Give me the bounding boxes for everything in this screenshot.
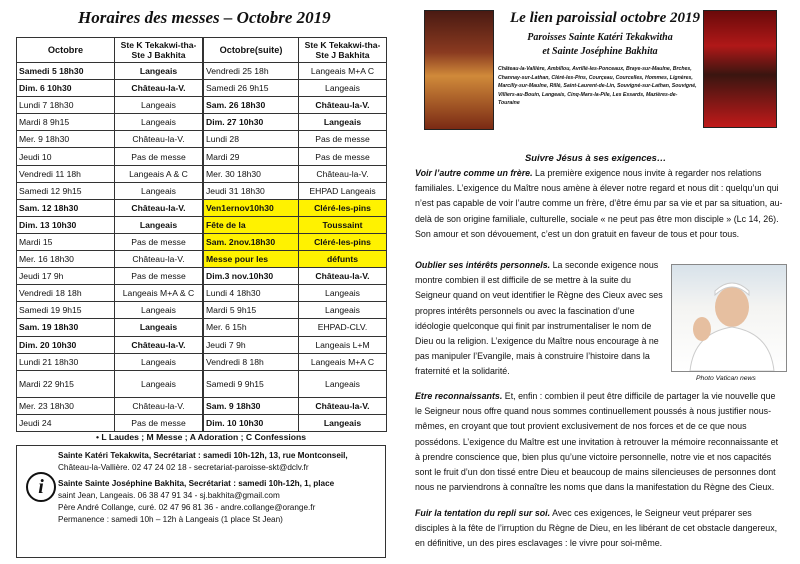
schedule-date: Samedi 12 9h15 [17, 182, 115, 199]
schedule-date: Mer. 23 18h30 [17, 397, 115, 414]
schedule-row [17, 319, 203, 336]
schedule-date: Lundi 7 18h30 [17, 97, 115, 114]
column-header-place: Ste K Tekakwi-tha-Ste J Bakhita [115, 38, 203, 63]
schedule-place: Pas de messe [299, 131, 387, 148]
schedule-date: Lundi 21 18h30 [17, 353, 115, 370]
schedule-place: Langeais [299, 370, 387, 397]
schedule-row [204, 285, 387, 302]
schedule-rows-left [17, 63, 203, 432]
schedule-row [204, 370, 387, 397]
schedule-row [204, 319, 387, 336]
paragraph-2 [415, 258, 667, 380]
schedule-place: Langeais [299, 302, 387, 319]
schedule-place: Langeais [115, 302, 203, 319]
pope-illustration [672, 265, 786, 371]
schedule-place: Toussaint [299, 216, 387, 233]
schedule-date: Sam. 12 18h30 [17, 199, 115, 216]
schedule-row [204, 131, 387, 148]
pope-photo [671, 264, 787, 372]
schedule-row [17, 251, 203, 268]
contact-line: Père André Collange, curé. 02 47 96 81 36 - andre.collange@orange.fr [58, 503, 316, 512]
schedule-date: Dim. 13 10h30 [17, 216, 115, 233]
schedule-date: Mer. 6 15h [204, 319, 299, 336]
schedule-place: Pas de messe [115, 414, 203, 431]
schedule-date: Mardi 5 9h15 [204, 302, 299, 319]
schedule-legend: • L Laudes ; M Messe ; A Adoration ; C Confessions [95, 432, 307, 442]
contact-line: Permanence : samedi 10h – 12h à Langeais (1 place St Jean) [58, 515, 283, 524]
schedule-place: Langeais [115, 97, 203, 114]
schedule-date: Samedi 5 18h30 [17, 63, 115, 80]
parish-name-line: Paroisses Sainte Katéri Tekakwitha [527, 32, 673, 43]
schedule-row [17, 353, 203, 370]
paragraph-4 [415, 506, 783, 552]
schedule-place: EHPAD-CLV. [299, 319, 387, 336]
schedule-row [204, 268, 387, 285]
schedule-date: Sam. 19 18h30 [17, 319, 115, 336]
paragraph-heading: Voir l’autre comme un frère. [415, 168, 533, 178]
schedule-place: Langeais [115, 114, 203, 131]
schedule-row [17, 182, 203, 199]
paragraph-heading: Fuir la tentation du repli sur soi. [415, 508, 551, 518]
schedule-date: Jeudi 24 [17, 414, 115, 431]
schedule-date: Dim. 10 10h30 [204, 414, 299, 431]
schedule-place: Langeais [299, 80, 387, 97]
schedule-row [204, 63, 387, 80]
schedule-place: Château-la-V. [299, 268, 387, 285]
schedule-place: Cléré-les-pins [299, 233, 387, 250]
schedule-date: Sam. 2nov.18h30 [204, 233, 299, 250]
schedule-row [204, 302, 387, 319]
schedule-row [17, 216, 203, 233]
schedule-date: Vendredi 11 18h [17, 165, 115, 182]
contact-line: Sainte Katéri Tekakwita, Secrétariat : samedi 10h-12h, 13, rue Montconseil, [58, 451, 348, 460]
schedule-place: Langeais [299, 114, 387, 131]
schedule-place: Pas de messe [115, 233, 203, 250]
schedule-place: Langeais [115, 216, 203, 233]
schedule-row [17, 370, 203, 397]
contact-line: Sainte Sainte Joséphine Bakhita, Secrétariat : samedi 10h-12h, 1, place [58, 479, 335, 488]
contact-line: saint Jean, Langeais. 06 38 47 91 34 - sj.bakhita@gmail.com [58, 491, 280, 500]
schedule-date: Sam. 9 18h30 [204, 397, 299, 414]
schedule-date: Vendredi 8 18h [204, 353, 299, 370]
schedule-place: Château-la-V. [115, 199, 203, 216]
schedule-place: Langeais [115, 182, 203, 199]
schedule-row [204, 336, 387, 353]
schedule-row [17, 233, 203, 250]
schedule-date: Jeudi 31 18h30 [204, 182, 299, 199]
schedule-date: Ven1ernov10h30 [204, 199, 299, 216]
schedule-date: Dim. 20 10h30 [17, 336, 115, 353]
schedule-row [204, 80, 387, 97]
schedule-date: Sam. 26 18h30 [204, 97, 299, 114]
contact-line: Château-la-Vallière. 02 47 24 02 18 - secretariat-paroisse-skt@dclv.fr [58, 463, 309, 472]
schedule-row [17, 336, 203, 353]
schedule-rows-right [204, 63, 387, 432]
bulletin-title: Le lien paroissial octobre 2019 [510, 10, 700, 26]
schedule-date: Mer. 16 18h30 [17, 251, 115, 268]
schedule-date: Mardi 15 [17, 233, 115, 250]
schedule-date: Mer. 30 18h30 [204, 165, 299, 182]
schedule-row [204, 114, 387, 131]
schedule-date: Dim. 27 10h30 [204, 114, 299, 131]
towns-list: Château-la-Vallière, Ambillou, Avrillé-les-Ponceaux, Braye-sur-Maulne, Brches, Channay-sur-Lathan, Cléré-les-Pins, Courçeau, Courcelles, Hommes, Lignères, Marcilly-sur-Maulne, Rillé, Saint-Laurent-de-Lin, Souvigné-sur-Lathan, Souvigné, Villiers-au-Bouin, Langeais, Cinq-Mars-la-Pile, Les Essards, Mazières-de-Touraine [498, 66, 697, 107]
schedule-place: Langeais M+A & C [115, 285, 203, 302]
schedule-date: Lundi 28 [204, 131, 299, 148]
paragraph-text: Avec ces exigences, le Seigneur veut préparer ses disciples à la fête de l’irruption du Règne de Dieu, en les libérant de cet obstacle dangereux, en définitive, un des pires esclavages : le vivre pour soi-même. [415, 508, 778, 549]
schedule-place: Langeais A & C [115, 165, 203, 182]
schedule-row [17, 63, 203, 80]
schedule-row [204, 397, 387, 414]
schedule-date: Jeudi 7 9h [204, 336, 299, 353]
schedule-row [17, 302, 203, 319]
schedule-place: EHPAD Langeais [299, 182, 387, 199]
schedule-date: Lundi 4 18h30 [204, 285, 299, 302]
schedule-date: Dim. 6 10h30 [17, 80, 115, 97]
schedule-row [204, 182, 387, 199]
schedule-place: Château-la-V. [115, 397, 203, 414]
schedule-place: Langeais M+A C [299, 63, 387, 80]
schedule-row [17, 285, 203, 302]
schedule-place: Château-la-V. [299, 165, 387, 182]
paragraph-3 [415, 389, 783, 495]
paragraph-1 [415, 166, 783, 242]
schedule-row [204, 353, 387, 370]
schedule-date: Vendredi 25 18h [204, 63, 299, 80]
schedule-row [17, 131, 203, 148]
parish-name-line: et Sainte Joséphine Bakhita [542, 46, 658, 57]
schedule-place: Langeais [115, 370, 203, 397]
schedule-row [204, 148, 387, 165]
schedule-row [17, 165, 203, 182]
photo-credit: Photo Vatican news [696, 375, 756, 382]
schedule-place: Langeais [299, 285, 387, 302]
schedule-date: Vendredi 18 18h [17, 285, 115, 302]
paragraph-text: La seconde exigence nous montre combien il est difficile de se mettre à la suite du Seigneur quand on veut identifier le Règne des Cieux avec ses propres intérêts personnels ou avec la fascination d’une idéologie quelconque qui finit par instrumentaliser le nom de Dieu ou la religion. L’exigence du Maître nous encourage à ne pas manipuler l’Evangile, mais à construire l’histoire dans la fraternité et la solidarité. [415, 260, 663, 377]
paragraph-text: Et, enfin : combien il peut être difficile de partager la vie nouvelle que le Seigneur nous offre quand nous sommes continuellement poussés à nous justifier nous-mêmes, en croyant que tout provient exclusivement de nos forces et de ce que nous possédons. L’exigence du Maître est une invitation à retrouver la mémoire reconnaissante et à prendre conscience que, bien plus qu’une victoire personnelle, notre vie et nos capacités sont le fruit d’un don tissé entre Dieu et beaucoup de mains silencieuses de personnes dont nous ne parviendrons à connaître les noms que dans la manifestation du Règne des Cieux. [415, 391, 779, 493]
schedule-place: Château-la-V. [115, 80, 203, 97]
paragraph-heading: Etre reconnaissants. [415, 391, 503, 401]
schedule-title: Horaires des messes – Octobre 2019 [78, 8, 331, 27]
schedule-date: Mardi 8 9h15 [17, 114, 115, 131]
schedule-place: Pas de messe [115, 148, 203, 165]
schedule-row [17, 97, 203, 114]
schedule-row [204, 233, 387, 250]
schedule-place: Château-la-V. [299, 97, 387, 114]
schedule-place: Château-la-V. [115, 131, 203, 148]
column-header-month: Octobre [17, 38, 115, 63]
schedule-place: Pas de messe [115, 268, 203, 285]
article-subtitle: Suivre Jésus à ses exigences… [525, 152, 667, 163]
schedule-row [204, 97, 387, 114]
schedule-row [17, 268, 203, 285]
schedule-place: Château-la-V. [115, 336, 203, 353]
schedule-row [204, 216, 387, 233]
schedule-place: Langeais [299, 414, 387, 431]
paragraph-heading: Oublier ses intérêts personnels. [415, 260, 551, 270]
schedule-date: Jeudi 10 [17, 148, 115, 165]
schedule-place: Cléré-les-pins [299, 199, 387, 216]
schedule-row [204, 165, 387, 182]
schedule-date: Samedi 9 9h15 [204, 370, 299, 397]
schedule-date: Fête de la [204, 216, 299, 233]
schedule-date: Jeudi 17 9h [17, 268, 115, 285]
schedule-date: Samedi 19 9h15 [17, 302, 115, 319]
paragraph-text: La première exigence nous invite à regarder nos relations familiales. L’exigence du Maître nous amène à élever notre regard et nous dit : quelqu’un qui n’est pas capable de voir l’autre comme un frère, d’être ému par sa vie et par sa situation, au-delà de son origine familiale, culturelle, sociale « ne peut pas être mon disciple » (Lc 14, 26). Son amour et son dévouement, c’est un don gratuit en faveur de tous et pour tous. [415, 168, 783, 239]
schedule-row [204, 199, 387, 216]
schedule-row [204, 414, 387, 431]
schedule-place: Langeais [115, 63, 203, 80]
schedule-row [17, 414, 203, 431]
column-header-place: Ste K Tekakwi-tha-Ste J Bakhita [299, 38, 387, 63]
schedule-place: Langeais [115, 319, 203, 336]
schedule-date: Mardi 22 9h15 [17, 370, 115, 397]
schedule-place: Château-la-V. [299, 397, 387, 414]
schedule-row [17, 114, 203, 131]
schedule-date: Messe pour les [204, 251, 299, 268]
saint-kateri-portrait [424, 10, 494, 130]
schedule-place: Langeais [115, 353, 203, 370]
schedule-date: Mer. 9 18h30 [17, 131, 115, 148]
schedule-place: Langeais L+M [299, 336, 387, 353]
schedule-row [17, 397, 203, 414]
info-icon: i [26, 472, 56, 502]
schedule-row [17, 148, 203, 165]
schedule-table-right [203, 37, 387, 432]
schedule-date: Samedi 26 9h15 [204, 80, 299, 97]
schedule-row [17, 80, 203, 97]
schedule-place: Langeais M+A C [299, 353, 387, 370]
schedule-date: Dim.3 nov.10h30 [204, 268, 299, 285]
schedule-table-left [16, 37, 203, 432]
schedule-place: défunts [299, 251, 387, 268]
saint-bakhita-portrait [703, 10, 777, 128]
schedule-place: Château-la-V. [115, 251, 203, 268]
schedule-row [204, 251, 387, 268]
schedule-row [17, 199, 203, 216]
column-header-month: Octobre(suite) [204, 38, 299, 63]
schedule-date: Mardi 29 [204, 148, 299, 165]
schedule-place: Pas de messe [299, 148, 387, 165]
